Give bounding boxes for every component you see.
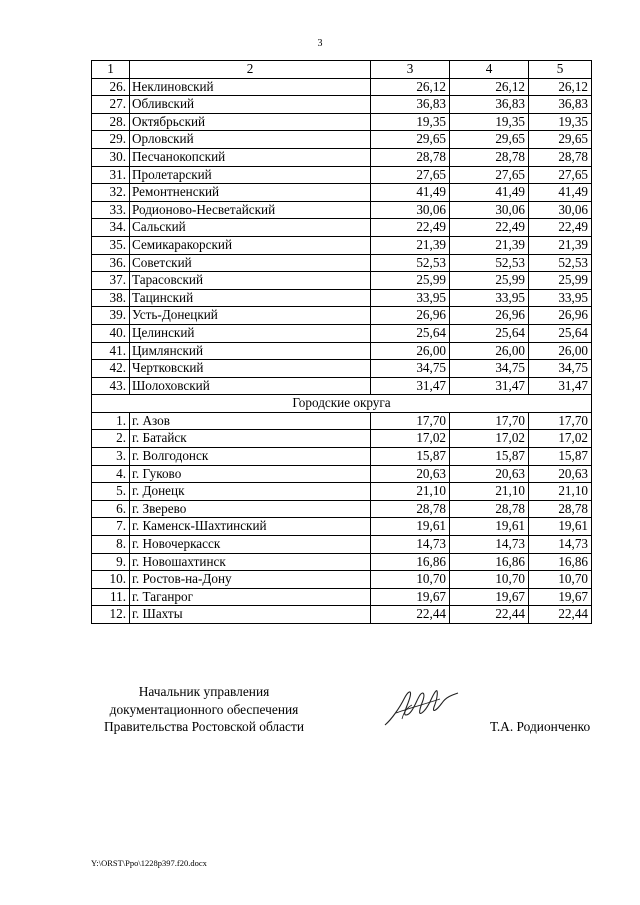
city-row bbox=[92, 448, 592, 466]
city-row bbox=[92, 571, 592, 589]
value-col-5: 27,65 bbox=[529, 166, 592, 184]
value-col-5: 17,02 bbox=[529, 430, 592, 448]
value-col-5: 25,99 bbox=[529, 272, 592, 290]
row-name: г. Зверево bbox=[130, 500, 371, 518]
value-col-3: 25,99 bbox=[371, 272, 450, 290]
row-name: г. Волгодонск bbox=[130, 448, 371, 466]
value-col-4: 36,83 bbox=[450, 96, 529, 114]
row-number: 37. bbox=[92, 272, 130, 290]
district-row bbox=[92, 166, 592, 184]
row-number: 36. bbox=[92, 254, 130, 272]
value-col-4: 27,65 bbox=[450, 166, 529, 184]
city-row bbox=[92, 518, 592, 536]
signatory-title-line: Правительства Ростовской области bbox=[103, 719, 305, 734]
row-name: г. Новочеркасск bbox=[130, 536, 371, 554]
row-name: Цимлянский bbox=[130, 342, 371, 360]
value-col-4: 34,75 bbox=[450, 360, 529, 378]
city-row bbox=[92, 536, 592, 554]
row-name: г. Таганрог bbox=[130, 588, 371, 606]
row-number: 34. bbox=[92, 219, 130, 237]
city-row bbox=[92, 606, 592, 624]
value-col-5: 16,86 bbox=[529, 553, 592, 571]
district-row bbox=[92, 272, 592, 290]
value-col-3: 29,65 bbox=[371, 131, 450, 149]
district-row bbox=[92, 131, 592, 149]
row-name: г. Ростов-на-Дону bbox=[130, 571, 371, 589]
value-col-5: 21,10 bbox=[529, 483, 592, 501]
value-col-3: 20,63 bbox=[371, 465, 450, 483]
row-number: 28. bbox=[92, 113, 130, 131]
value-col-5: 20,63 bbox=[529, 465, 592, 483]
row-number: 32. bbox=[92, 184, 130, 202]
value-col-3: 21,10 bbox=[371, 483, 450, 501]
header-col-3: 3 bbox=[371, 61, 450, 79]
district-row bbox=[92, 78, 592, 96]
row-number: 8. bbox=[92, 536, 130, 554]
value-col-4: 10,70 bbox=[450, 571, 529, 589]
value-col-4: 17,02 bbox=[450, 430, 529, 448]
value-col-3: 21,39 bbox=[371, 236, 450, 254]
city-row bbox=[92, 483, 592, 501]
row-number: 33. bbox=[92, 201, 130, 219]
handwritten-signature-icon bbox=[382, 685, 460, 729]
value-col-3: 41,49 bbox=[371, 184, 450, 202]
row-number: 41. bbox=[92, 342, 130, 360]
signatory-name: Т.А. Родионченко bbox=[490, 719, 591, 734]
value-col-3: 19,67 bbox=[371, 588, 450, 606]
value-col-4: 30,06 bbox=[450, 201, 529, 219]
value-col-5: 22,49 bbox=[529, 219, 592, 237]
value-col-4: 17,70 bbox=[450, 412, 529, 430]
value-col-3: 26,00 bbox=[371, 342, 450, 360]
district-row bbox=[92, 324, 592, 342]
row-name: Усть-Донецкий bbox=[130, 307, 371, 325]
value-col-5: 30,06 bbox=[529, 201, 592, 219]
row-name: г. Гуково bbox=[130, 465, 371, 483]
value-col-3: 27,65 bbox=[371, 166, 450, 184]
value-col-4: 21,39 bbox=[450, 236, 529, 254]
header-col-1: 1 bbox=[92, 61, 130, 79]
row-number: 6. bbox=[92, 500, 130, 518]
signature-block bbox=[0, 683, 640, 753]
row-name: Неклиновский bbox=[130, 78, 371, 96]
value-col-5: 25,64 bbox=[529, 324, 592, 342]
row-number: 27. bbox=[92, 96, 130, 114]
district-row bbox=[92, 360, 592, 378]
city-row bbox=[92, 553, 592, 571]
row-number: 11. bbox=[92, 588, 130, 606]
value-col-5: 26,12 bbox=[529, 78, 592, 96]
row-name: г. Азов bbox=[130, 412, 371, 430]
row-name: г. Батайск bbox=[130, 430, 371, 448]
value-col-4: 19,35 bbox=[450, 113, 529, 131]
row-number: 10. bbox=[92, 571, 130, 589]
value-col-4: 26,00 bbox=[450, 342, 529, 360]
row-number: 31. bbox=[92, 166, 130, 184]
value-col-4: 25,64 bbox=[450, 324, 529, 342]
value-col-3: 14,73 bbox=[371, 536, 450, 554]
value-col-4: 22,49 bbox=[450, 219, 529, 237]
value-col-3: 52,53 bbox=[371, 254, 450, 272]
row-name: Семикаракорский bbox=[130, 236, 371, 254]
header-col-2: 2 bbox=[130, 61, 371, 79]
row-name: Целинский bbox=[130, 324, 371, 342]
value-col-3: 34,75 bbox=[371, 360, 450, 378]
value-col-5: 10,70 bbox=[529, 571, 592, 589]
row-number: 42. bbox=[92, 360, 130, 378]
value-col-4: 41,49 bbox=[450, 184, 529, 202]
row-name: Песчанокопский bbox=[130, 148, 371, 166]
value-col-5: 17,70 bbox=[529, 412, 592, 430]
value-col-3: 36,83 bbox=[371, 96, 450, 114]
value-col-3: 26,12 bbox=[371, 78, 450, 96]
value-col-3: 16,86 bbox=[371, 553, 450, 571]
value-col-4: 20,63 bbox=[450, 465, 529, 483]
value-col-3: 19,35 bbox=[371, 113, 450, 131]
page-number: 3 bbox=[317, 38, 323, 49]
value-col-5: 29,65 bbox=[529, 131, 592, 149]
value-col-3: 17,02 bbox=[371, 430, 450, 448]
value-col-3: 22,49 bbox=[371, 219, 450, 237]
row-number: 39. bbox=[92, 307, 130, 325]
signatory-title bbox=[88, 683, 320, 736]
district-row bbox=[92, 113, 592, 131]
value-col-5: 31,47 bbox=[529, 377, 592, 395]
value-col-4: 25,99 bbox=[450, 272, 529, 290]
row-number: 1. bbox=[92, 412, 130, 430]
value-col-5: 34,75 bbox=[529, 360, 592, 378]
rates-table bbox=[91, 60, 592, 624]
value-col-4: 21,10 bbox=[450, 483, 529, 501]
value-col-5: 28,78 bbox=[529, 148, 592, 166]
value-col-5: 36,83 bbox=[529, 96, 592, 114]
header-col-4: 4 bbox=[450, 61, 529, 79]
district-row bbox=[92, 184, 592, 202]
city-row bbox=[92, 465, 592, 483]
row-name: Орловский bbox=[130, 131, 371, 149]
row-number: 35. bbox=[92, 236, 130, 254]
value-col-4: 29,65 bbox=[450, 131, 529, 149]
row-number: 2. bbox=[92, 430, 130, 448]
row-name: Тацинский bbox=[130, 289, 371, 307]
value-col-4: 16,86 bbox=[450, 553, 529, 571]
row-number: 26. bbox=[92, 78, 130, 96]
row-number: 3. bbox=[92, 448, 130, 466]
signatory-title-line: документационного обеспечения bbox=[109, 701, 299, 717]
value-col-4: 31,47 bbox=[450, 377, 529, 395]
district-row bbox=[92, 148, 592, 166]
table-header bbox=[92, 61, 592, 79]
value-col-5: 52,53 bbox=[529, 254, 592, 272]
district-row bbox=[92, 236, 592, 254]
value-col-5: 14,73 bbox=[529, 536, 592, 554]
row-number: 5. bbox=[92, 483, 130, 501]
row-name: г. Каменск-Шахтинский bbox=[130, 518, 371, 536]
value-col-5: 19,61 bbox=[529, 518, 592, 536]
district-row bbox=[92, 377, 592, 395]
city-row bbox=[92, 412, 592, 430]
row-name: Тарасовский bbox=[130, 272, 371, 290]
value-col-4: 28,78 bbox=[450, 500, 529, 518]
value-col-4: 19,67 bbox=[450, 588, 529, 606]
value-col-4: 33,95 bbox=[450, 289, 529, 307]
section-title: Городские округа bbox=[92, 395, 592, 413]
cities-body bbox=[92, 412, 592, 623]
row-number: 38. bbox=[92, 289, 130, 307]
value-col-5: 22,44 bbox=[529, 606, 592, 624]
value-col-3: 22,44 bbox=[371, 606, 450, 624]
row-name: Сальский bbox=[130, 219, 371, 237]
row-number: 43. bbox=[92, 377, 130, 395]
header-col-5: 5 bbox=[529, 61, 592, 79]
section-row bbox=[92, 395, 592, 413]
row-name: Ремонтненский bbox=[130, 184, 371, 202]
row-name: г. Донецк bbox=[130, 483, 371, 501]
value-col-3: 26,96 bbox=[371, 307, 450, 325]
signatory-title-line: Начальник управления bbox=[138, 684, 270, 699]
district-row bbox=[92, 96, 592, 114]
row-name: Советский bbox=[130, 254, 371, 272]
city-row bbox=[92, 500, 592, 518]
city-row bbox=[92, 588, 592, 606]
value-col-3: 19,61 bbox=[371, 518, 450, 536]
districts-body bbox=[92, 78, 592, 395]
row-name: Октябрьский bbox=[130, 113, 371, 131]
value-col-5: 41,49 bbox=[529, 184, 592, 202]
value-col-5: 26,00 bbox=[529, 342, 592, 360]
value-col-4: 22,44 bbox=[450, 606, 529, 624]
row-name: Обливский bbox=[130, 96, 371, 114]
value-col-4: 52,53 bbox=[450, 254, 529, 272]
value-col-3: 28,78 bbox=[371, 148, 450, 166]
value-col-3: 17,70 bbox=[371, 412, 450, 430]
value-col-3: 25,64 bbox=[371, 324, 450, 342]
row-number: 9. bbox=[92, 553, 130, 571]
row-number: 4. bbox=[92, 465, 130, 483]
value-col-4: 14,73 bbox=[450, 536, 529, 554]
value-col-3: 15,87 bbox=[371, 448, 450, 466]
row-name: Шолоховский bbox=[130, 377, 371, 395]
row-number: 29. bbox=[92, 131, 130, 149]
row-number: 7. bbox=[92, 518, 130, 536]
value-col-3: 10,70 bbox=[371, 571, 450, 589]
row-name: Родионово-Несветайский bbox=[130, 201, 371, 219]
value-col-5: 15,87 bbox=[529, 448, 592, 466]
value-col-4: 28,78 bbox=[450, 148, 529, 166]
value-col-5: 21,39 bbox=[529, 236, 592, 254]
row-name: Чертковский bbox=[130, 360, 371, 378]
value-col-4: 15,87 bbox=[450, 448, 529, 466]
district-row bbox=[92, 201, 592, 219]
value-col-4: 19,61 bbox=[450, 518, 529, 536]
file-path: Y:\ORST\Ppo\1228p397.f20.docx bbox=[91, 858, 207, 868]
row-number: 40. bbox=[92, 324, 130, 342]
value-col-3: 33,95 bbox=[371, 289, 450, 307]
district-row bbox=[92, 219, 592, 237]
row-name: Пролетарский bbox=[130, 166, 371, 184]
row-number: 12. bbox=[92, 606, 130, 624]
row-number: 30. bbox=[92, 148, 130, 166]
district-row bbox=[92, 307, 592, 325]
value-col-4: 26,96 bbox=[450, 307, 529, 325]
value-col-3: 31,47 bbox=[371, 377, 450, 395]
row-name: г. Новошахтинск bbox=[130, 553, 371, 571]
value-col-4: 26,12 bbox=[450, 78, 529, 96]
district-row bbox=[92, 289, 592, 307]
value-col-5: 28,78 bbox=[529, 500, 592, 518]
section-body bbox=[92, 395, 592, 413]
value-col-5: 26,96 bbox=[529, 307, 592, 325]
header-row bbox=[92, 61, 592, 79]
city-row bbox=[92, 430, 592, 448]
district-row bbox=[92, 342, 592, 360]
district-row bbox=[92, 254, 592, 272]
value-col-5: 33,95 bbox=[529, 289, 592, 307]
value-col-3: 28,78 bbox=[371, 500, 450, 518]
row-name: г. Шахты bbox=[130, 606, 371, 624]
value-col-5: 19,67 bbox=[529, 588, 592, 606]
value-col-5: 19,35 bbox=[529, 113, 592, 131]
value-col-3: 30,06 bbox=[371, 201, 450, 219]
